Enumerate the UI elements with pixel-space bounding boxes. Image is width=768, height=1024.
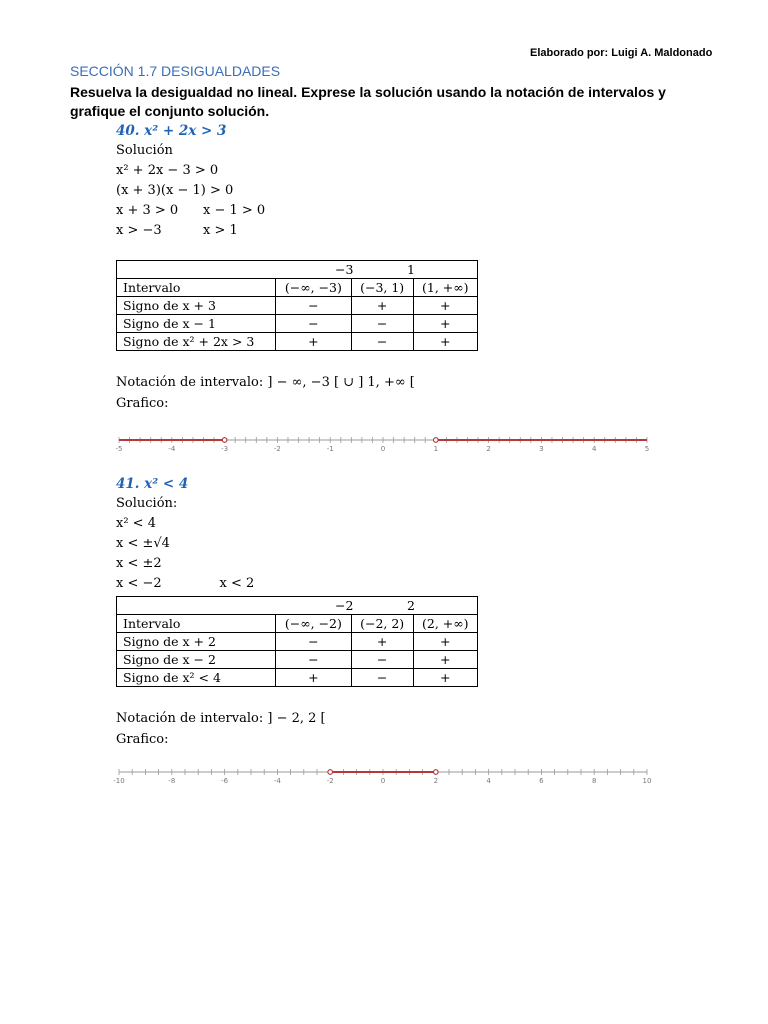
table-cell: Signo de x² < 4 [117,669,276,687]
table-cell: + [413,633,477,651]
table-cell: − [351,669,413,687]
open-point [222,438,227,443]
problem-40-title: 40. x² + 2x > 3 [116,123,227,139]
table-header-cell: (−∞, −3) [276,279,352,297]
table-row [117,297,478,315]
problem-41-step: x < −2 x < 2 [116,576,255,591]
table-cell: Signo de x − 2 [117,651,276,669]
problem-41-title: 41. x² < 4 [116,476,189,492]
tick-label: 4 [591,445,597,453]
table-cell: − [351,333,413,351]
table-cell: − [276,633,352,651]
critical-points-row [117,597,478,615]
tick-label: 1 [433,445,439,453]
problem-40-step: x² + 2x − 3 > 0 [116,163,219,178]
table-cell: + [351,633,413,651]
table-header-cell: (−3, 1) [351,279,413,297]
interval-value: ] − 2, 2 [ [267,711,326,726]
table-header-cell: (−∞, −2) [276,615,352,633]
table-row [117,669,478,687]
table-row [117,633,478,651]
number-line-40 [113,430,653,454]
author-credit: Elaborado por: Luigi A. Maldonado [530,47,713,59]
problem-40-step: (x + 3)(x − 1) > 0 [116,183,234,198]
tick-label: 4 [486,777,491,785]
open-point [434,438,439,443]
table-row [117,651,478,669]
number-line-41 [113,762,653,786]
tick-label: 6 [539,777,544,785]
tick-label: -8 [168,777,176,785]
table-cell: + [276,669,352,687]
problem-41-interval-notation [116,711,326,726]
table-header-cell: Intervalo [117,279,276,297]
table-cell: + [413,333,477,351]
section-title: SECCIÓN 1.7 DESIGUALDADES [70,63,281,79]
table-cell: + [413,651,477,669]
table-cell: − [351,315,413,333]
table-cell: Signo de x − 1 [117,315,276,333]
interval-label: Notación de intervalo: [116,711,264,726]
interval-label: Notación de intervalo: [116,375,264,390]
table-row [117,315,478,333]
tick-label: 2 [433,777,439,785]
table-header-cell: Intervalo [117,615,276,633]
interval-value: ] − ∞, −3 [ ∪ ] 1, +∞ [ [267,375,415,390]
open-point [434,770,439,775]
table-cell: + [413,669,477,687]
critical-point: 1 [407,262,415,277]
tick-label: 0 [380,777,386,785]
critical-point: −3 [335,262,354,277]
tick-label: -6 [221,777,229,785]
tick-label: 8 [591,777,597,785]
critical-points-row [117,261,478,279]
table-cell: − [351,651,413,669]
table-cell: + [276,333,352,351]
problem-41-step: x² < 4 [116,516,156,531]
table-cell: + [413,315,477,333]
table-cell: Signo de x + 3 [117,297,276,315]
tick-label: -5 [115,445,123,453]
tick-label: -4 [273,777,281,785]
table-header-cell: (1, +∞) [413,279,477,297]
problem-41-step: x < ±2 [116,556,162,571]
instructions: Resuelva la desigualdad no lineal. Exprese la solución usando la notación de intervalos y grafique el conjunto solución. [70,84,666,119]
table-cell: − [276,315,352,333]
tick-label: -3 [221,445,229,453]
table-cell: Signo de x + 2 [117,633,276,651]
problem-41-step: x < ±√4 [116,536,170,551]
tick-label: 10 [642,777,652,785]
critical-point: −2 [335,598,354,613]
table-cell: Signo de x² + 2x > 3 [117,333,276,351]
tick-label: -2 [273,445,281,453]
critical-point: 2 [407,598,415,613]
table-row [117,333,478,351]
table-cell: + [351,297,413,315]
tick-label: 2 [486,445,491,453]
table-cell: + [413,297,477,315]
table-cell: − [276,297,352,315]
sign-table-40 [116,260,478,351]
problem-41-graph-label: Grafico: [116,732,169,747]
tick-label: -1 [326,445,334,453]
tick-label: -4 [168,445,176,453]
problem-40-step: x > −3 x > 1 [116,223,238,238]
table-cell: − [276,651,352,669]
tick-label: -10 [113,777,125,785]
tick-label: 3 [539,445,544,453]
table-header-cell: (2, +∞) [413,615,477,633]
tick-label: -2 [326,777,334,785]
problem-40-graph-label: Grafico: [116,396,169,411]
table-header-cell: (−2, 2) [351,615,413,633]
sign-table-41 [116,596,478,687]
open-point [328,770,333,775]
tick-label: 5 [644,445,650,453]
problem-40-step: x + 3 > 0 x − 1 > 0 [116,203,266,218]
tick-label: 0 [380,445,386,453]
problem-41-solution-label: Solución: [116,496,178,511]
problem-40-interval-notation [116,375,415,390]
problem-40-solution-label: Solución [116,143,173,158]
